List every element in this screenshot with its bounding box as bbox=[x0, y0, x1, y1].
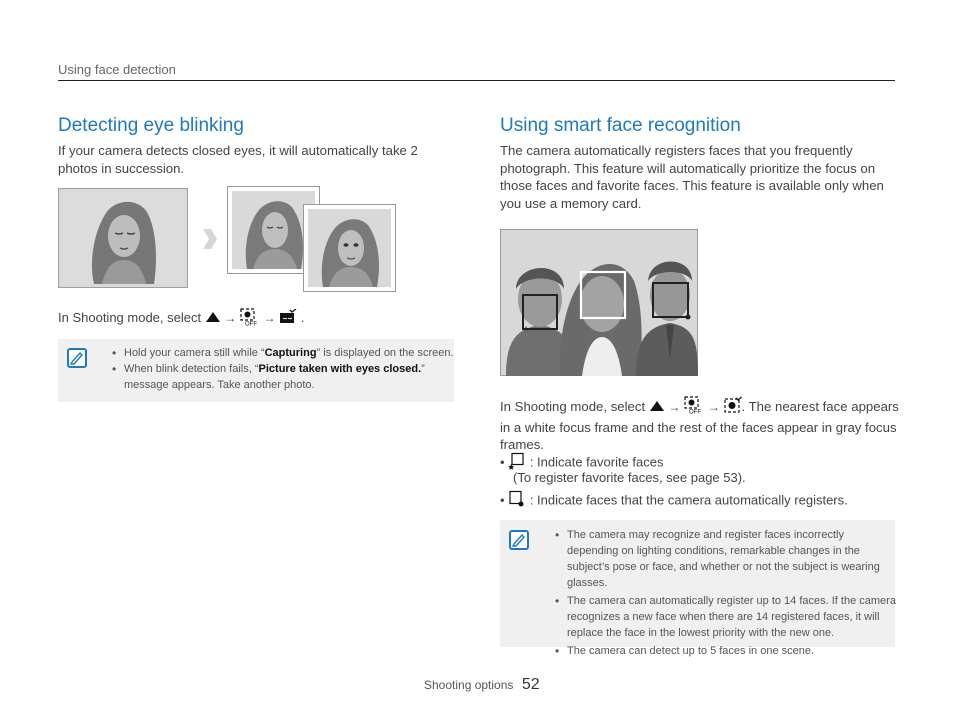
right-note-box bbox=[500, 520, 896, 657]
note-pencil-icon bbox=[509, 530, 529, 550]
photo-burst-2 bbox=[303, 204, 396, 292]
arrow-glyph: → bbox=[668, 399, 681, 414]
arrow-glyph: → bbox=[707, 399, 720, 414]
left-note-list bbox=[110, 345, 464, 393]
bullet-registered-faces bbox=[500, 490, 848, 513]
svg-text:OFF: OFF bbox=[689, 409, 702, 414]
page-number: 52 bbox=[521, 676, 540, 693]
note-text: ” message appears. Take another photo. bbox=[124, 363, 425, 391]
instruction-suffix: . The nearest face appears in a white focus frame and the rest of the faces appear in gray focus frames. bbox=[500, 398, 899, 453]
note-item: • The camera can automatically register up to 14 faces. If the camera recognizes a new face when there are 14 registered faces, it will replace the face in the lowest priority with the new one. bbox=[567, 593, 897, 641]
up-triangle-icon bbox=[205, 311, 221, 326]
note-text: ” is displayed on the screen. bbox=[316, 347, 454, 359]
note-item: • The camera may recognize and register faces incorrectly depending on lighting conditions, remarkable changes in the subject’s pose or face, and whether or not the subject is wearing glasses. bbox=[567, 527, 897, 591]
bullet-text: : Indicate faces that the camera automatically registers. bbox=[529, 492, 848, 508]
note-item: • The camera can detect up to 5 faces in one scene. bbox=[567, 643, 897, 659]
right-instruction bbox=[500, 396, 900, 454]
page-footer bbox=[424, 676, 540, 694]
sequence-arrow-icon bbox=[201, 225, 219, 258]
running-header: Using face detection bbox=[58, 62, 176, 77]
right-note-list bbox=[553, 527, 897, 659]
up-triangle-icon bbox=[649, 399, 665, 417]
note-bold: Picture taken with eyes closed. bbox=[258, 363, 422, 375]
blink-detection-icon bbox=[279, 309, 297, 328]
arrow-glyph: → bbox=[224, 310, 237, 325]
left-intro-text: If your camera detects closed eyes, it will automatically take 2 photos in succession. bbox=[58, 143, 418, 176]
face-detection-off-icon bbox=[684, 396, 704, 419]
registered-face-frame-icon bbox=[508, 490, 526, 513]
bullet-dot: • bbox=[500, 454, 505, 470]
left-section-title: Detecting eye blinking bbox=[58, 115, 244, 136]
left-note-box bbox=[58, 339, 454, 402]
svg-text:OFF: OFF bbox=[244, 321, 257, 326]
note-item bbox=[124, 361, 464, 393]
instruction-end: . bbox=[300, 309, 305, 325]
note-bold: Capturing bbox=[264, 347, 317, 359]
bullet-text: : Indicate favorite faces bbox=[529, 454, 664, 470]
instruction-prefix: In Shooting mode, select bbox=[500, 398, 646, 414]
note-text: Hold your camera still while “ bbox=[124, 347, 265, 359]
instruction-prefix: In Shooting mode, select bbox=[58, 309, 202, 325]
right-section-title: Using smart face recognition bbox=[500, 115, 741, 136]
group-photo bbox=[500, 229, 698, 376]
note-item bbox=[124, 345, 464, 361]
right-intro-text: The camera automatically registers faces that you frequently photograph. This feature will automatically prioritize the focus on those faces and favorite faces. This feature is available only when you use a memory card. bbox=[500, 143, 884, 211]
bullet-dot: • bbox=[500, 492, 505, 508]
bullet-favorite-subtext: (To register favorite faces, see page 53). bbox=[513, 470, 746, 485]
arrow-glyph: → bbox=[263, 310, 276, 325]
left-instruction bbox=[58, 308, 304, 329]
face-detection-off-icon bbox=[240, 308, 260, 329]
smart-face-recognition-icon bbox=[724, 396, 742, 419]
header-rule bbox=[58, 80, 895, 81]
note-pencil-icon bbox=[67, 348, 87, 368]
note-text: When blink detection fails, “ bbox=[124, 363, 259, 375]
footer-label: Shooting options bbox=[424, 678, 514, 692]
photo-eyes-closed bbox=[58, 188, 188, 288]
